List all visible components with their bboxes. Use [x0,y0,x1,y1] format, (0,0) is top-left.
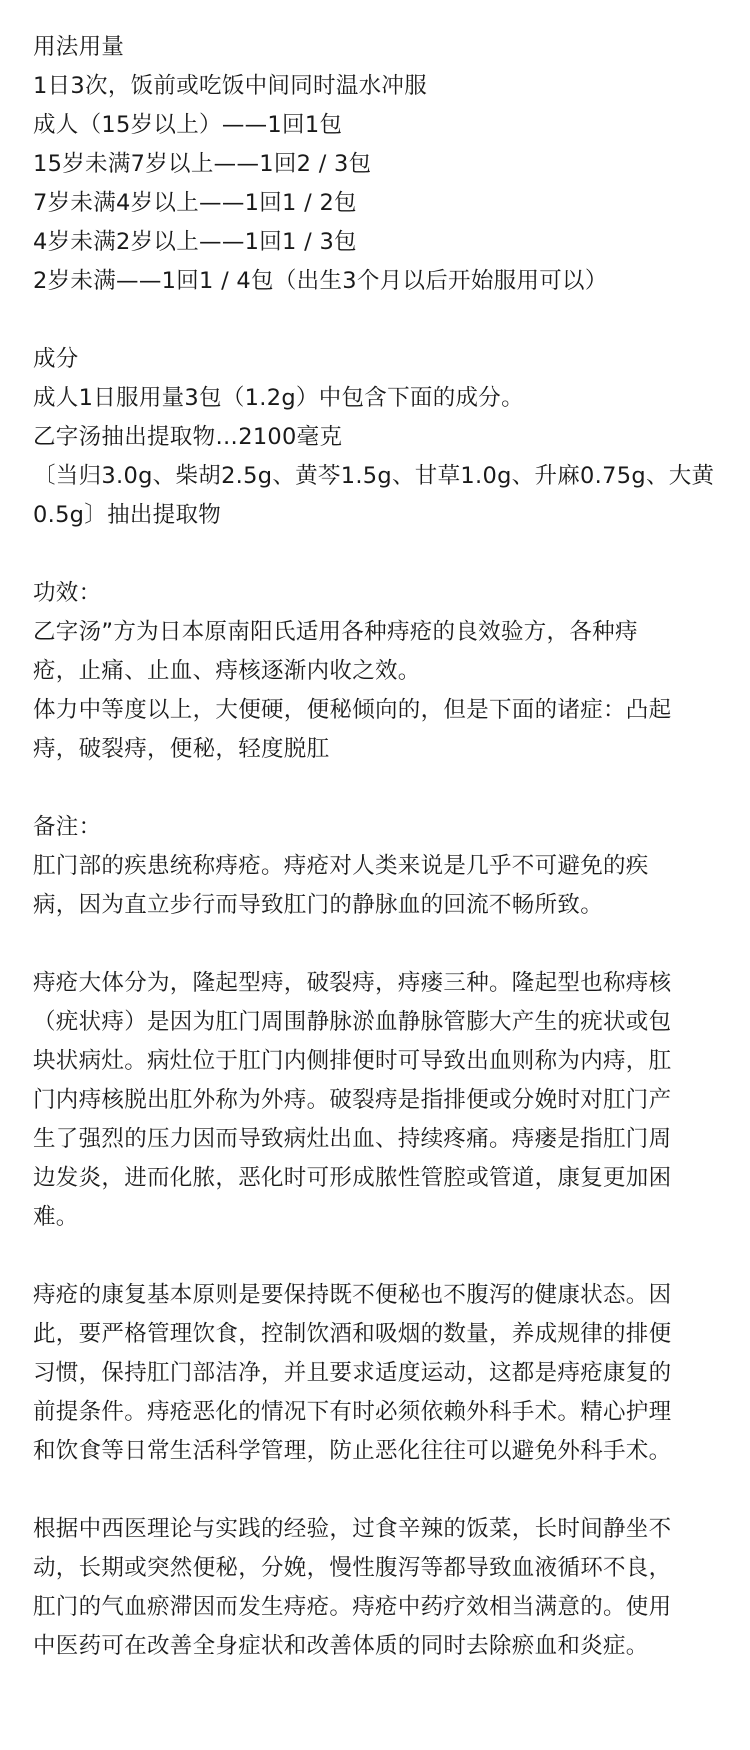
paragraph-spacer [33,1237,733,1276]
text-line: 肛门部的疾患统称痔疮。痔疮对人类来说是几乎不可避免的疾 [33,853,649,879]
text-line: 中医药可在改善全身症状和改善体质的同时去除瘀血和炎症。 [33,1633,649,1659]
text-line: 痔疮大体分为，隆起型痔，破裂痔，痔瘘三种。隆起型也称痔核 [33,970,672,996]
text-line: 0.5g〕抽出提取物 [33,502,222,528]
paragraph-spacer [33,1471,733,1510]
text-line: 体力中等度以上，大便硬，便秘倾向的，但是下面的诸症：凸起 [33,697,672,723]
text-line: 疮，止痛、止血、痔核逐渐内收之效。 [33,658,421,684]
text-line: 〔当归3.0g、柴胡2.5g、黄芩1.5g、甘草1.0g、升麻0.75g、大黄 [33,463,715,489]
text-line: 生了强烈的压力因而导致病灶出血、持续疼痛。痔瘘是指肛门周 [33,1126,672,1152]
text-line: 1日3次，饭前或吃饭中间同时温水冲服 [33,73,428,99]
paragraph-spacer [33,925,733,964]
text-line: 习惯，保持肛门部洁净，并且要求适度运动，这都是痔疮康复的 [33,1360,672,1386]
text-line: 痔，破裂痔，便秘，轻度脱肛 [33,736,330,762]
text-line: 成人（15岁以上）——1回1包 [33,112,343,138]
paragraph-spacer [33,301,733,340]
text-line: 病，因为直立步行而导致肛门的静脉血的回流不畅所致。 [33,892,604,918]
document-body [33,28,733,1666]
text-line: 根据中西医理论与实践的经验，过食辛辣的饭菜，长时间静坐不 [33,1516,672,1542]
section-heading: 备注： [33,814,102,840]
text-line: 4岁未满2岁以上——1回1 / 3包 [33,229,357,255]
text-line: 乙字汤”方为日本原南阳氏适用各种痔疮的良效验方，各种痔 [33,619,638,645]
text-line: 7岁未满4岁以上——1回1 / 2包 [33,190,357,216]
text-line: 和饮食等日常生活科学管理，防止恶化往往可以避免外科手术。 [33,1438,672,1464]
section-efficacy [33,574,733,769]
text-line: （疣状痔）是因为肛门周围静脉淤血静脉管膨大产生的疣状或包 [33,1009,672,1035]
text-line: 肛门的气血瘀滞因而发生痔疮。痔疮中药疗效相当满意的。使用 [33,1594,672,1620]
text-line: 乙字汤抽出提取物…2100毫克 [33,424,343,450]
text-line: 成人1日服用量3包（1.2g）中包含下面的成分。 [33,385,524,411]
text-line: 前提条件。痔疮恶化的情况下有时必须依赖外科手术。精心护理 [33,1399,672,1425]
section-dosage [33,28,733,301]
section-heading: 成分 [33,346,79,372]
text-line: 动，长期或突然便秘，分娩，慢性腹泻等都导致血液循环不良， [33,1555,672,1581]
paragraph-recovery-principles [33,1276,733,1471]
text-line: 此，要严格管理饮食，控制饮酒和吸烟的数量，养成规律的排便 [33,1321,672,1347]
text-line: 难。 [33,1204,79,1230]
paragraph-tcm-causes [33,1510,733,1666]
paragraph-hemorrhoid-types [33,964,733,1237]
paragraph-spacer [33,535,733,574]
text-line: 15岁未满7岁以上——1回2 / 3包 [33,151,372,177]
text-line: 边发炎，进而化脓，恶化时可形成脓性管腔或管道，康复更加困 [33,1165,672,1191]
text-line: 2岁未满——1回1 / 4包（出生3个月以后开始服用可以） [33,268,608,294]
text-line: 块状病灶。病灶位于肛门内侧排便时可导致出血则称为内痔，肛 [33,1048,672,1074]
text-line: 痔疮的康复基本原则是要保持既不便秘也不腹泻的健康状态。因 [33,1282,672,1308]
section-ingredients [33,340,733,535]
section-heading: 功效： [33,580,102,606]
section-notes [33,808,733,925]
text-line: 门内痔核脱出肛外称为外痔。破裂痔是指排便或分娩时对肛门产 [33,1087,672,1113]
section-heading: 用法用量 [33,34,125,60]
paragraph-spacer [33,769,733,808]
